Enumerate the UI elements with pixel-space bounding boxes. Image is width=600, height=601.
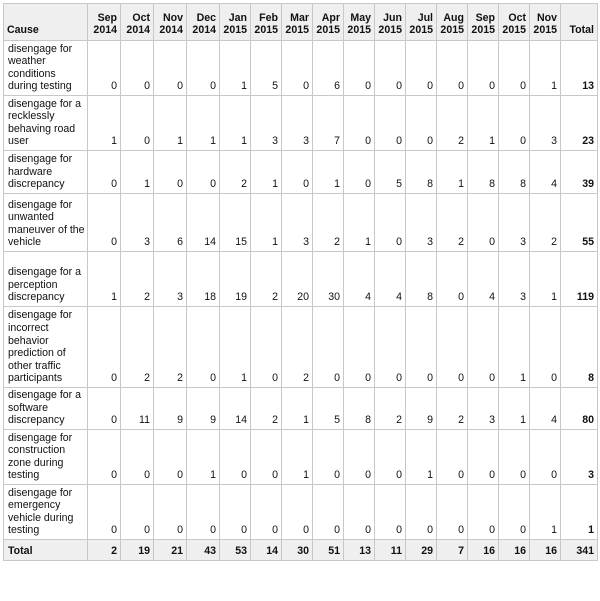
month-value-cell: 0	[154, 485, 187, 540]
column-header-month: Jul 2015	[406, 4, 437, 41]
month-value-cell: 4	[375, 252, 406, 307]
month-value-cell: 1	[468, 96, 499, 151]
month-value-cell: 0	[88, 307, 121, 388]
column-header-month: May 2015	[344, 4, 375, 41]
month-value-cell: 0	[406, 41, 437, 96]
totals-row	[4, 540, 598, 561]
month-value-cell: 0	[437, 485, 468, 540]
month-value-cell: 5	[251, 41, 282, 96]
month-value-cell: 0	[468, 430, 499, 485]
month-value-cell: 0	[282, 151, 313, 194]
table-row	[4, 96, 598, 151]
month-value-cell: 0	[375, 430, 406, 485]
month-value-cell: 0	[220, 485, 251, 540]
month-value-cell: 3	[121, 194, 154, 252]
month-value-cell: 0	[468, 307, 499, 388]
month-value-cell: 2	[121, 307, 154, 388]
month-value-cell: 2	[121, 252, 154, 307]
row-total-cell: 119	[561, 252, 598, 307]
month-value-cell: 0	[121, 485, 154, 540]
cause-cell: disengage for unwanted maneuver of the vehicle	[4, 194, 88, 252]
month-value-cell: 3	[282, 96, 313, 151]
month-value-cell: 14	[187, 194, 220, 252]
month-value-cell: 0	[88, 430, 121, 485]
month-value-cell: 0	[437, 41, 468, 96]
month-value-cell: 0	[187, 41, 220, 96]
month-value-cell: 0	[499, 41, 530, 96]
month-value-cell: 0	[313, 430, 344, 485]
month-value-cell: 1	[437, 151, 468, 194]
disengagement-table-container	[3, 3, 598, 561]
month-value-cell: 6	[313, 41, 344, 96]
table-row	[4, 430, 598, 485]
month-value-cell: 9	[187, 388, 220, 430]
month-value-cell: 0	[375, 194, 406, 252]
table-row	[4, 41, 598, 96]
month-value-cell: 1	[530, 485, 561, 540]
row-total-cell: 23	[561, 96, 598, 151]
row-total-cell: 3	[561, 430, 598, 485]
month-value-cell: 0	[154, 151, 187, 194]
row-total-cell: 1	[561, 485, 598, 540]
month-value-cell: 14	[220, 388, 251, 430]
month-value-cell: 4	[530, 388, 561, 430]
totals-label: Total	[4, 540, 88, 561]
month-value-cell: 0	[88, 41, 121, 96]
month-value-cell: 1	[251, 194, 282, 252]
month-value-cell: 2	[437, 96, 468, 151]
column-header-month: Mar 2015	[282, 4, 313, 41]
month-value-cell: 0	[88, 151, 121, 194]
month-value-cell: 2	[220, 151, 251, 194]
month-value-cell: 3	[406, 194, 437, 252]
month-value-cell: 6	[154, 194, 187, 252]
column-header-month: Oct 2015	[499, 4, 530, 41]
month-value-cell: 0	[251, 307, 282, 388]
cause-cell: disengage for weather conditions during testing	[4, 41, 88, 96]
month-value-cell: 7	[313, 96, 344, 151]
month-value-cell: 8	[468, 151, 499, 194]
cause-cell: disengage for a perception discrepancy	[4, 252, 88, 307]
month-value-cell: 0	[530, 307, 561, 388]
month-value-cell: 15	[220, 194, 251, 252]
month-value-cell: 0	[282, 485, 313, 540]
month-value-cell: 9	[154, 388, 187, 430]
month-total-cell: 14	[251, 540, 282, 561]
month-value-cell: 20	[282, 252, 313, 307]
month-value-cell: 0	[121, 41, 154, 96]
month-value-cell: 0	[154, 41, 187, 96]
month-value-cell: 1	[251, 151, 282, 194]
month-total-cell: 13	[344, 540, 375, 561]
month-value-cell: 1	[499, 307, 530, 388]
month-value-cell: 18	[187, 252, 220, 307]
month-value-cell: 1	[220, 307, 251, 388]
month-value-cell: 1	[220, 96, 251, 151]
month-value-cell: 8	[499, 151, 530, 194]
month-total-cell: 51	[313, 540, 344, 561]
month-value-cell: 2	[154, 307, 187, 388]
month-value-cell: 1	[499, 388, 530, 430]
month-value-cell: 1	[187, 96, 220, 151]
column-header-month: Nov 2015	[530, 4, 561, 41]
row-total-cell: 80	[561, 388, 598, 430]
month-value-cell: 0	[468, 194, 499, 252]
month-value-cell: 0	[375, 307, 406, 388]
column-header-month: Jun 2015	[375, 4, 406, 41]
table-row	[4, 151, 598, 194]
month-value-cell: 1	[154, 96, 187, 151]
month-value-cell: 5	[313, 388, 344, 430]
column-header-month: Dec 2014	[187, 4, 220, 41]
month-value-cell: 0	[344, 485, 375, 540]
month-value-cell: 3	[468, 388, 499, 430]
month-value-cell: 0	[499, 430, 530, 485]
month-total-cell: 2	[88, 540, 121, 561]
disengagement-table	[3, 3, 598, 561]
month-value-cell: 8	[406, 151, 437, 194]
month-value-cell: 1	[220, 41, 251, 96]
month-value-cell: 0	[530, 430, 561, 485]
month-value-cell: 1	[313, 151, 344, 194]
column-header-month: Oct 2014	[121, 4, 154, 41]
month-value-cell: 0	[468, 485, 499, 540]
row-total-cell: 13	[561, 41, 598, 96]
month-value-cell: 1	[530, 252, 561, 307]
month-value-cell: 0	[251, 430, 282, 485]
month-value-cell: 2	[313, 194, 344, 252]
month-value-cell: 0	[344, 96, 375, 151]
row-total-cell: 39	[561, 151, 598, 194]
month-value-cell: 0	[406, 485, 437, 540]
month-total-cell: 16	[499, 540, 530, 561]
month-value-cell: 0	[187, 151, 220, 194]
month-value-cell: 3	[282, 194, 313, 252]
month-value-cell: 8	[344, 388, 375, 430]
month-value-cell: 3	[499, 194, 530, 252]
month-value-cell: 0	[88, 194, 121, 252]
month-value-cell: 0	[344, 151, 375, 194]
month-value-cell: 0	[406, 96, 437, 151]
month-value-cell: 1	[406, 430, 437, 485]
month-value-cell: 0	[220, 430, 251, 485]
column-header-total: Total	[561, 4, 598, 41]
month-value-cell: 0	[344, 307, 375, 388]
month-value-cell: 0	[375, 41, 406, 96]
month-value-cell: 0	[251, 485, 282, 540]
month-value-cell: 0	[375, 96, 406, 151]
column-header-month: Jan 2015	[220, 4, 251, 41]
table-body	[4, 41, 598, 540]
month-value-cell: 2	[375, 388, 406, 430]
month-value-cell: 2	[251, 388, 282, 430]
month-value-cell: 30	[313, 252, 344, 307]
month-value-cell: 0	[187, 307, 220, 388]
month-value-cell: 5	[375, 151, 406, 194]
column-header-month: Sep 2015	[468, 4, 499, 41]
table-row	[4, 485, 598, 540]
month-value-cell: 0	[437, 252, 468, 307]
month-total-cell: 16	[468, 540, 499, 561]
month-value-cell: 19	[220, 252, 251, 307]
month-value-cell: 4	[344, 252, 375, 307]
month-value-cell: 2	[530, 194, 561, 252]
month-value-cell: 0	[468, 41, 499, 96]
table-row	[4, 388, 598, 430]
month-total-cell: 16	[530, 540, 561, 561]
month-value-cell: 0	[344, 41, 375, 96]
month-value-cell: 1	[282, 430, 313, 485]
month-value-cell: 1	[530, 41, 561, 96]
month-value-cell: 0	[499, 96, 530, 151]
month-total-cell: 11	[375, 540, 406, 561]
month-value-cell: 2	[251, 252, 282, 307]
cause-cell: disengage for incorrect behavior prediction of other traffic participants	[4, 307, 88, 388]
month-value-cell: 0	[121, 96, 154, 151]
table-row	[4, 307, 598, 388]
month-value-cell: 2	[282, 307, 313, 388]
cause-cell: disengage for a software discrepancy	[4, 388, 88, 430]
cause-cell: disengage for emergency vehicle during testing	[4, 485, 88, 540]
month-value-cell: 3	[251, 96, 282, 151]
cause-cell: disengage for a recklessly behaving road user	[4, 96, 88, 151]
month-value-cell: 3	[499, 252, 530, 307]
month-value-cell: 0	[406, 307, 437, 388]
column-header-month: Apr 2015	[313, 4, 344, 41]
month-value-cell: 0	[499, 485, 530, 540]
month-value-cell: 2	[437, 194, 468, 252]
month-value-cell: 4	[530, 151, 561, 194]
month-total-cell: 43	[187, 540, 220, 561]
column-header-month: Nov 2014	[154, 4, 187, 41]
column-header-month: Feb 2015	[251, 4, 282, 41]
month-value-cell: 1	[282, 388, 313, 430]
month-value-cell: 0	[437, 307, 468, 388]
month-value-cell: 0	[375, 485, 406, 540]
month-total-cell: 53	[220, 540, 251, 561]
column-header-month: Aug 2015	[437, 4, 468, 41]
month-value-cell: 0	[282, 41, 313, 96]
month-total-cell: 30	[282, 540, 313, 561]
month-value-cell: 0	[154, 430, 187, 485]
grand-total-cell: 341	[561, 540, 598, 561]
month-value-cell: 1	[88, 96, 121, 151]
column-header-month: Sep 2014	[88, 4, 121, 41]
table-row	[4, 252, 598, 307]
month-value-cell: 1	[121, 151, 154, 194]
month-value-cell: 3	[154, 252, 187, 307]
table-row	[4, 194, 598, 252]
month-value-cell: 1	[88, 252, 121, 307]
month-value-cell: 0	[344, 430, 375, 485]
month-value-cell: 0	[187, 485, 220, 540]
month-total-cell: 19	[121, 540, 154, 561]
month-value-cell: 0	[121, 430, 154, 485]
month-value-cell: 3	[530, 96, 561, 151]
month-value-cell: 4	[468, 252, 499, 307]
month-value-cell: 1	[187, 430, 220, 485]
month-total-cell: 21	[154, 540, 187, 561]
month-value-cell: 8	[406, 252, 437, 307]
month-value-cell: 11	[121, 388, 154, 430]
month-total-cell: 29	[406, 540, 437, 561]
column-header-cause: Cause	[4, 4, 88, 41]
cause-cell: disengage for construction zone during testing	[4, 430, 88, 485]
month-value-cell: 0	[313, 307, 344, 388]
header-row	[4, 4, 598, 41]
month-value-cell: 0	[437, 430, 468, 485]
month-value-cell: 0	[88, 485, 121, 540]
month-value-cell: 9	[406, 388, 437, 430]
row-total-cell: 8	[561, 307, 598, 388]
row-total-cell: 55	[561, 194, 598, 252]
month-value-cell: 2	[437, 388, 468, 430]
cause-cell: disengage for hardware discrepancy	[4, 151, 88, 194]
month-total-cell: 7	[437, 540, 468, 561]
month-value-cell: 0	[313, 485, 344, 540]
month-value-cell: 1	[344, 194, 375, 252]
month-value-cell: 0	[88, 388, 121, 430]
